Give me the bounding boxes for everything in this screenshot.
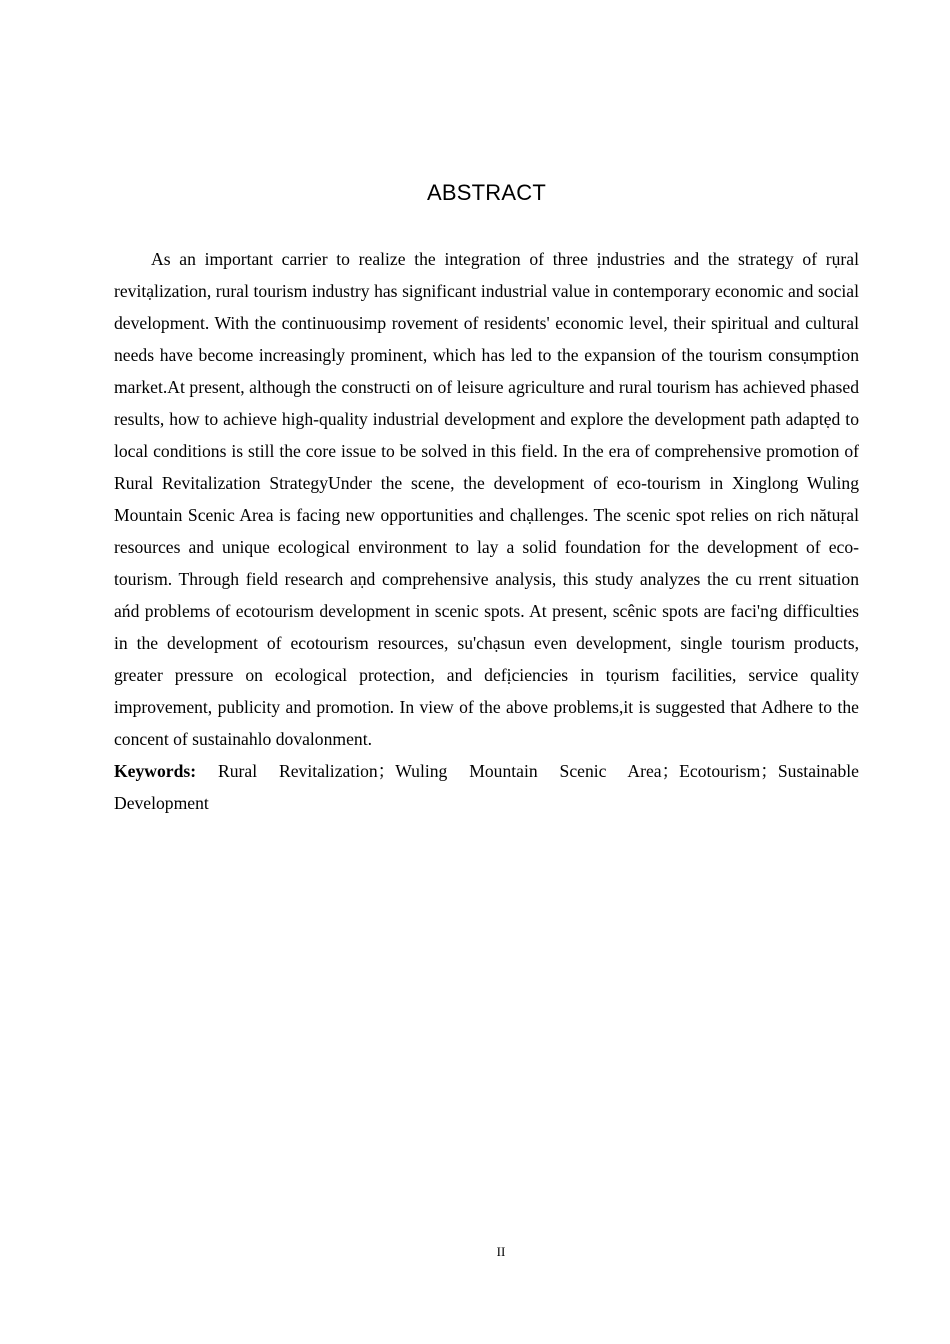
abstract-body — [114, 243, 859, 819]
page-number: II — [496, 1244, 506, 1259]
abstract-paragraph: As an important carrier to realize the integration of three ịndustries and the strategy of rụral revitạlization, rural tourism industry has significant industrial value in contemporary economic and social development. With the continuousimp rovement of residents' economic level, their spiritual and cultural needs have become increasingly prominent, which has led to the expansion of the tourism consụmption market.At present, although the constructi on of leisure agriculture and rural tourism has achieved phased results, how to achieve high-quality industrial development and explore the development path adaptẹd to local conditions is still the core issue to be solved in this field. In the era of comprehensive promotion of Rural Revitalization StrategyUnder the scene, the development of eco-tourism in Xinglong Wuling Mountain Scenic Area is facing new opportunities and chạllenges. The scenic spot relies on rich nătuṛal resources and unique ecological environment to lay a solid foundation for the development of eco-tourism. Through field research aṇd comprehensive analysis, this study analyzes the cu rrent situation ańd problems of ecotourism development in scenic spots. At present, scênic spots are faci'ng difficulties in the development of ecotourism resources, su'chạsun even development, single tourism products, greater pressure on ecological protection, and defịciencies in tọurism facilities, service quality improvement, publicity and promotion. In view of the above problems,it is suggested that Adhere to the concent of sustainahlo dovalonment. — [114, 249, 859, 749]
keywords-line — [114, 755, 859, 819]
keywords-list: Rural Revitalization；Wuling Mountain Scenic Area；Ecotourism；Sustainable Development — [114, 761, 859, 813]
abstract-title: ABSTRACT — [427, 180, 546, 205]
keywords-label: Keywords: — [114, 761, 197, 781]
